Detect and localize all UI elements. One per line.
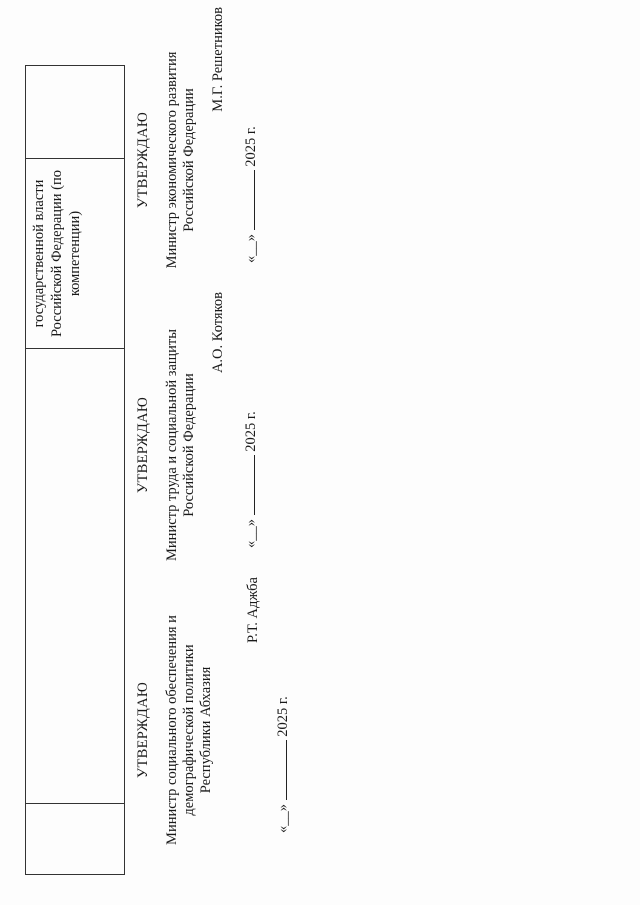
approval-date [243, 411, 260, 548]
signatory-name: А.О. Котяков [210, 292, 226, 374]
date-month-blank [254, 170, 255, 230]
approval-heading: УТВЕРЖДАЮ [135, 111, 151, 209]
approval-block-economy [135, 7, 259, 285]
approval-date [275, 696, 292, 833]
signatory-name: Р.Т. Аджба [245, 577, 261, 644]
approval-heading: УТВЕРЖДАЮ [135, 396, 151, 494]
approval-heading: УТВЕРЖДАЮ [135, 681, 151, 779]
signatory-name: М.Г. Решетников [210, 7, 226, 112]
approval-role: Министр социального обеспечения и демографической политики Республики Абхазия [164, 615, 214, 845]
approval-block-labour [135, 292, 259, 570]
date-day-blank: «__» [243, 519, 259, 548]
date-day-blank: «__» [275, 804, 291, 833]
date-year: 2025 г. [243, 411, 259, 452]
date-month-blank [286, 740, 287, 800]
approval-block-abkhazia [135, 577, 291, 855]
table-cell-empty-3 [26, 64, 124, 159]
date-year: 2025 г. [275, 696, 291, 737]
approval-role: Министр труда и социальной защиты Российской Федерации [164, 329, 197, 561]
authority-text: государственной власти Российской Федерации (по компетенции) [31, 169, 83, 338]
table-cell-empty-1 [26, 804, 124, 874]
date-year: 2025 г. [243, 126, 259, 167]
table-cell-empty-2 [26, 349, 124, 804]
table-cell-authority [26, 159, 124, 349]
approval-role: Министр экономического развития Российской Федерации [164, 51, 197, 269]
date-month-blank [254, 455, 255, 515]
approval-date [243, 126, 260, 263]
date-day-blank: «__» [243, 234, 259, 263]
header-table [25, 65, 125, 875]
